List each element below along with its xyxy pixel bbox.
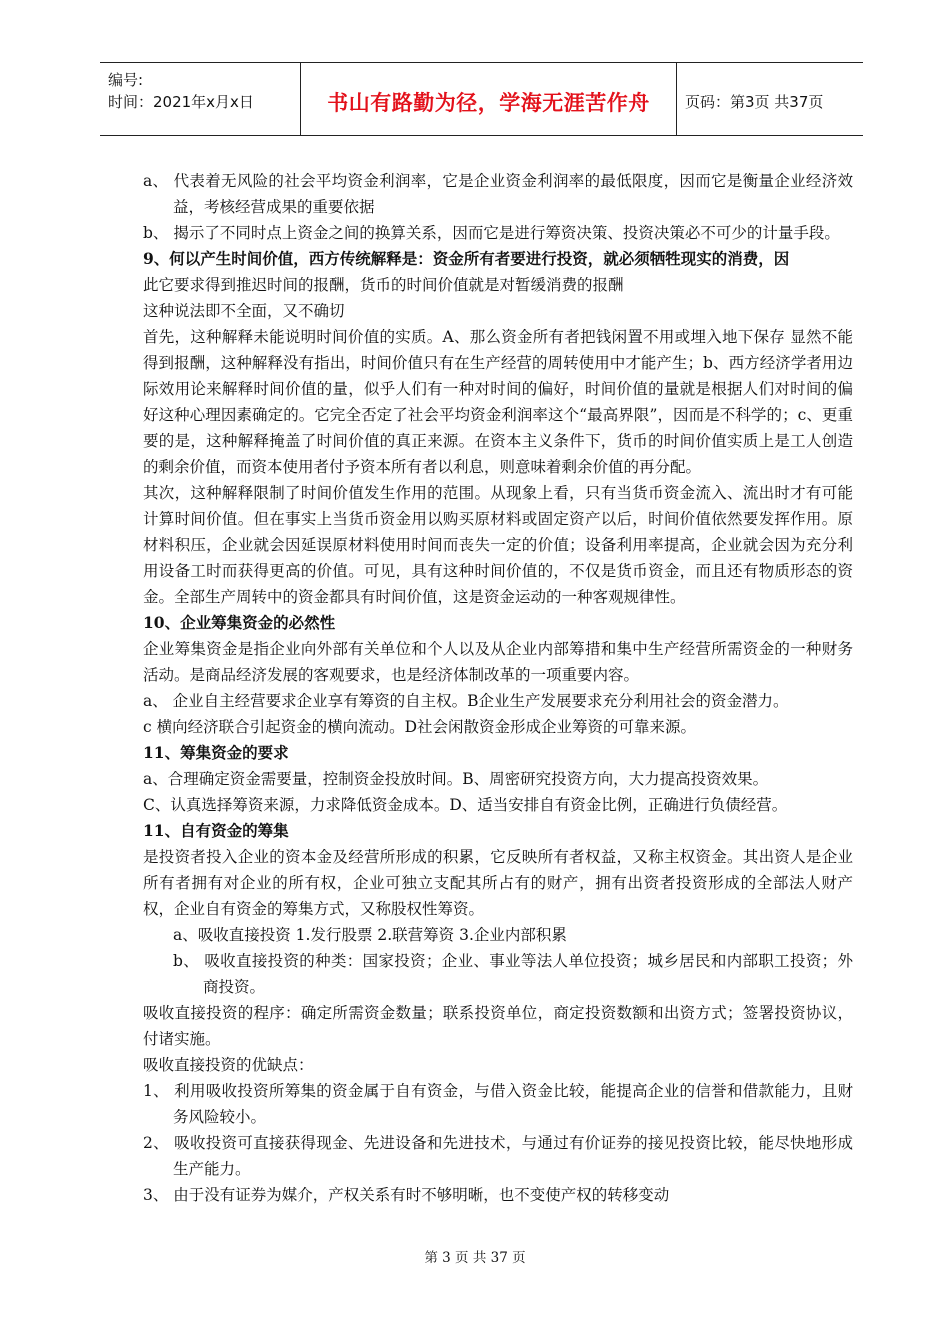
paragraph: a、合理确定资金需要量，控制资金投放时间。B、周密研究投资方向，大力提高投资效果。 <box>143 770 769 788</box>
page-code: 页码：第3页 共37页 <box>685 93 824 111</box>
paragraph: 2、 吸收投资可直接获得现金、先进设备和先进技术，与通过有价证券的接见投资比较，能尽快地形成生产能力。 <box>143 1134 853 1178</box>
paragraph: 3、 由于没有证券为媒介，产权关系有时不够明晰，也不变使产权的转移变动 <box>143 1186 670 1204</box>
paragraph: 1、 利用吸收投资所筹集的资金属于自有资金，与借入资金比较，能提高企业的信誉和借款能力，且财务风险较小。 <box>143 1082 853 1126</box>
paragraph: c 横向经济联合引起资金的横向流动。D社会闲散资金形成企业筹资的可靠来源。 <box>143 718 697 736</box>
header-motto-cell <box>301 63 677 135</box>
time-label: 时间：2021年x月x日 <box>108 93 254 111</box>
paragraph: 是投资者投入企业的资本金及经营所形成的积累，它反映所有者权益，又称主权资金。其出资人是企业所有者拥有对企业的所有权，企业可独立支配其所占有的财产，拥有出资者投资形成的全部法人财产权，企业自有资金的筹集方式，又称股权性筹资。 <box>143 848 853 918</box>
paragraph: 其次，这种解释限制了时间价值发生作用的范围。从现象上看，只有当货币资金流入、流出时才有可能计算时间价值。但在事实上当货币资金用以购买原材料或固定资产以后，时间价值依然要发挥作用。原材料积压，企业就会因延误原材料使用时间而丧失一定的价值；设备利用率提高，企业就会因为充分利用设备工时而获得更高的价值。可见，具有这种时间价值的，不仅是货币资金，而且还有物质形态的资金。全部生产周转中的资金都具有时间价值，这是资金运动的一种客观规律性。 <box>143 484 853 606</box>
paragraph: b、 揭示了不同时点上资金之间的换算关系，因而它是进行筹资决策、投资决策必不可少的计量手段。 <box>143 224 840 242</box>
paragraph: a、 代表着无风险的社会平均资金利润率，它是企业资金利润率的最低限度，因而它是衡量企业经济效益，考核经营成果的重要依据 <box>143 172 853 216</box>
paragraph: 首先，这种解释未能说明时间价值的实质。A、那么资金所有者把钱闲置不用或埋入地下保存 显然不能得到报酬，这种解释没有指出，时间价值只有在生产经营的周转使用中才能产生；b、西方经济学者用边际效用论来解释时间价值的量，似乎人们有一种对时间的偏好，时间价值的量就是根据人们对时间的偏好这种心理因素确定的。它完全否定了社会平均资金利润率这个“最高界限”，因而是不科学的；c、更重要的是，这种解释掩盖了时间价值的真正来源。在资本主义条件下，货币的时间价值实质上是工人创造的剩余价值，而资本使用者付予资本所有者以利息，则意味着剩余价值的再分配。 <box>143 328 853 476</box>
paragraph: b、 吸收直接投资的种类：国家投资；企业、事业等法人单位投资；城乡居民和内部职工投资；外商投资。 <box>173 952 853 996</box>
paragraph: 企业筹集资金是指企业向外部有关单位和个人以及从企业内部筹措和集中生产经营所需资金的一种财务活动。是商品经济发展的客观要求，也是经济体制改革的一项重要内容。 <box>143 640 853 684</box>
page-footer: 第 3 页 共 37 页 <box>424 1250 526 1266</box>
paragraph: 此它要求得到推迟时间的报酬，货币的时间价值就是对暂缓消费的报酬 <box>143 276 624 294</box>
document-header <box>100 62 863 136</box>
paragraph: 这种说法即不全面，又不确切 <box>143 302 345 320</box>
header-page-cell <box>677 63 863 135</box>
section-heading: 10、企业筹集资金的必然性 <box>143 613 336 632</box>
paragraph: 吸收直接投资的优缺点： <box>143 1056 314 1074</box>
section-heading: 9、何以产生时间价值，西方传统解释是：资金所有者要进行投资，就必须牺牲现实的消费，因 <box>143 249 790 268</box>
section-heading: 11、自有资金的筹集 <box>143 821 289 840</box>
paragraph: 吸收直接投资的程序：确定所需资金数量；联系投资单位，商定投资数额和出资方式；签署投资协议，付诸实施。 <box>143 1004 853 1048</box>
paragraph: a、 企业自主经营要求企业享有筹资的自主权。B企业生产发展要求充分利用社会的资金潜力。 <box>143 692 789 710</box>
header-left-cell <box>100 63 301 135</box>
number-label: 编号: <box>108 71 144 89</box>
paragraph: a、吸收直接投资 1.发行股票 2.联营筹资 3.企业内部积累 <box>173 926 567 944</box>
motto-text: 书山有路勤为径，学海无涯苦作舟 <box>327 91 650 115</box>
section-heading: 11、筹集资金的要求 <box>143 743 289 762</box>
document-body <box>143 168 853 1208</box>
paragraph: C、认真选择筹资来源，力求降低资金成本。D、适当安排自有资金比例，正确进行负债经营。 <box>143 796 788 814</box>
